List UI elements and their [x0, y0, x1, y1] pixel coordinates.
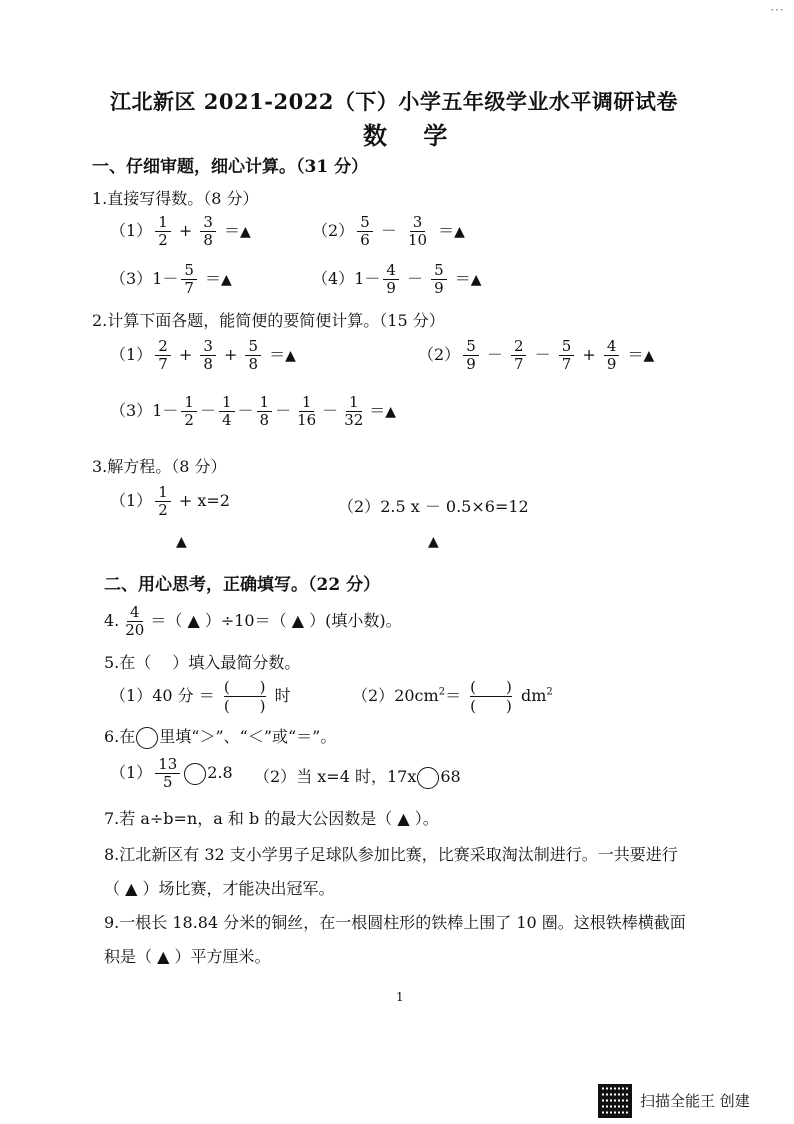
q5-part1: （1）40 分 ＝ ( ) ( ) 时 [110, 678, 291, 715]
fraction: $\frac{3}{8}$ [200, 338, 216, 373]
q6-part2: （2）当 x=4 时，17x 68 [254, 764, 461, 789]
q9-line2: 积是（ ▲ ）平方厘米。 [104, 947, 271, 966]
q1-label: 1.直接写得数。（8 分） [92, 189, 259, 208]
answer-triangle-icon: ▲ [221, 272, 232, 288]
fraction: $\frac{5}{9}$ [431, 262, 447, 297]
more-options-icon[interactable]: ⋯ [770, 2, 784, 18]
answer-triangle-icon: ▲ [428, 534, 439, 550]
compare-circle-icon[interactable] [184, 763, 206, 785]
blank-fraction[interactable]: ( ) ( ) [223, 678, 266, 715]
fraction: $\frac{2}{7}$ [511, 338, 527, 373]
scanner-watermark: 扫描全能王 创建 [640, 1092, 750, 1110]
q4: 4. $\frac{4}{20}$ ＝（ ▲ ）÷10＝（ ▲ ）(填小数)。 [104, 603, 402, 639]
blank-fraction[interactable]: ( ) ( ) [470, 678, 512, 715]
q2-part2: （2） $\frac{5}{9}$ － $\frac{2}{7}$ － $\frac{5}{7}$ + $\frac{4}{9}$ ＝▲ [418, 337, 655, 373]
answer-triangle-icon: ▲ [385, 404, 397, 420]
fraction: $\frac{4}{20}$ [125, 603, 145, 639]
q3-label: 3.解方程。（8 分） [92, 457, 227, 476]
fraction: $\frac{5}{6}$ [357, 214, 373, 249]
q2-part1: （1） $\frac{2}{7}$ + $\frac{3}{8}$ + $\frac{5}{8}$ ＝▲ [110, 337, 296, 373]
section-2-heading: 二、用心思考，正确填写。（22 分） [104, 575, 381, 595]
q5-part2: $(2)20cm^2=$ ( ) ( ) $dm^2$ [352, 678, 553, 715]
fraction: $\frac{3}{8}$ [200, 214, 216, 249]
compare-circle-icon[interactable] [417, 767, 439, 789]
fraction: $\frac{1}{32}$ [344, 393, 364, 429]
answer-triangle-icon: ▲ [643, 348, 655, 364]
answer-triangle-icon: ▲ [454, 224, 465, 240]
fraction: $\frac{5}{8}$ [245, 338, 261, 373]
q3-part2: （2）2.5 x － 0.5×6=12 [338, 497, 529, 516]
fraction: $\frac{1}{2}$ [155, 484, 171, 519]
q6-part1: （1） $\frac{13}{5}$ 2.8 [110, 755, 233, 791]
q2-part3: （3）1－ $\frac{1}{2}$ － $\frac{1}{4}$ － $\frac{1}{8}$ － $\frac{1}{16}$ － $\frac{1}{32}$ ＝▲ [110, 393, 397, 429]
answer-triangle-icon: ▲ [239, 224, 251, 240]
fraction: $\frac{1}{4}$ [219, 394, 235, 429]
q1-p1-tag: （1） [110, 221, 153, 240]
answer-triangle-icon: ▲ [470, 272, 482, 288]
exam-subject: 数 学 [363, 121, 462, 150]
fraction: $\frac{3}{10}$ [407, 213, 428, 249]
q7: 7.若 a÷b=n，a 和 b 的最大公因数是（ ▲ ）。 [104, 809, 439, 828]
section-1-heading: 一、仔细审题，细心计算。（31 分） [92, 157, 369, 177]
fraction: $\frac{2}{7}$ [155, 338, 171, 373]
q6-label: 6.在 里填“＞”、“＜”或“＝”。 [104, 724, 336, 749]
q8-line1: 8.江北新区有 32 支小学男子足球队参加比赛，比赛采取淘汰制进行。一共要进行 [104, 845, 678, 864]
q2-label: 2.计算下面各题，能简便的要简便计算。（15 分） [92, 311, 445, 330]
qr-code-icon [598, 1084, 632, 1118]
fraction: $\frac{5}{9}$ [463, 338, 479, 373]
compare-circle-icon [136, 727, 158, 749]
fraction: $\frac{13}{5}$ [155, 756, 180, 791]
fraction: $\frac{5}{7}$ [181, 262, 197, 297]
q5-label: 5.在（ ）填入最简分数。 [104, 653, 301, 672]
fraction: $\frac{1}{2}$ [181, 394, 197, 429]
fraction: $\frac{4}{9}$ [604, 338, 620, 373]
fraction: $\frac{1}{8}$ [257, 394, 273, 429]
q8-line2: （ ▲ ）场比赛，才能决出冠军。 [104, 879, 335, 898]
q1-part1: （1） $\frac{1}{2}$ + $\frac{3}{8}$ ＝▲ [110, 213, 251, 249]
q3-part1: （1） $\frac{1}{2}$ + x=2 [110, 483, 230, 519]
fraction: $\frac{1}{16}$ [297, 393, 317, 429]
exam-title: 江北新区 2021-2022（下）小学五年级学业水平调研试卷 [110, 89, 678, 114]
q1-part4: （4）1－ $\frac{4}{9}$ － $\frac{5}{9}$ ＝▲ [312, 261, 482, 297]
q9-line1: 9.一根长 18.84 分米的铜丝，在一根圆柱形的铁棒上围了 10 圈。这根铁棒横截面 [104, 913, 686, 932]
fraction: $\frac{5}{7}$ [559, 338, 575, 373]
answer-triangle-icon: ▲ [285, 348, 296, 364]
fraction: $\frac{1}{2}$ [155, 214, 171, 249]
q1-part2: （2） $\frac{5}{6}$ － $\frac{3}{10}$ ＝▲ [312, 213, 465, 249]
q1-part3: （3）1－ $\frac{5}{7}$ ＝▲ [110, 261, 232, 297]
fraction: $\frac{4}{9}$ [383, 262, 399, 297]
page-number: 1 [396, 990, 404, 1004]
answer-triangle-icon: ▲ [176, 534, 187, 550]
